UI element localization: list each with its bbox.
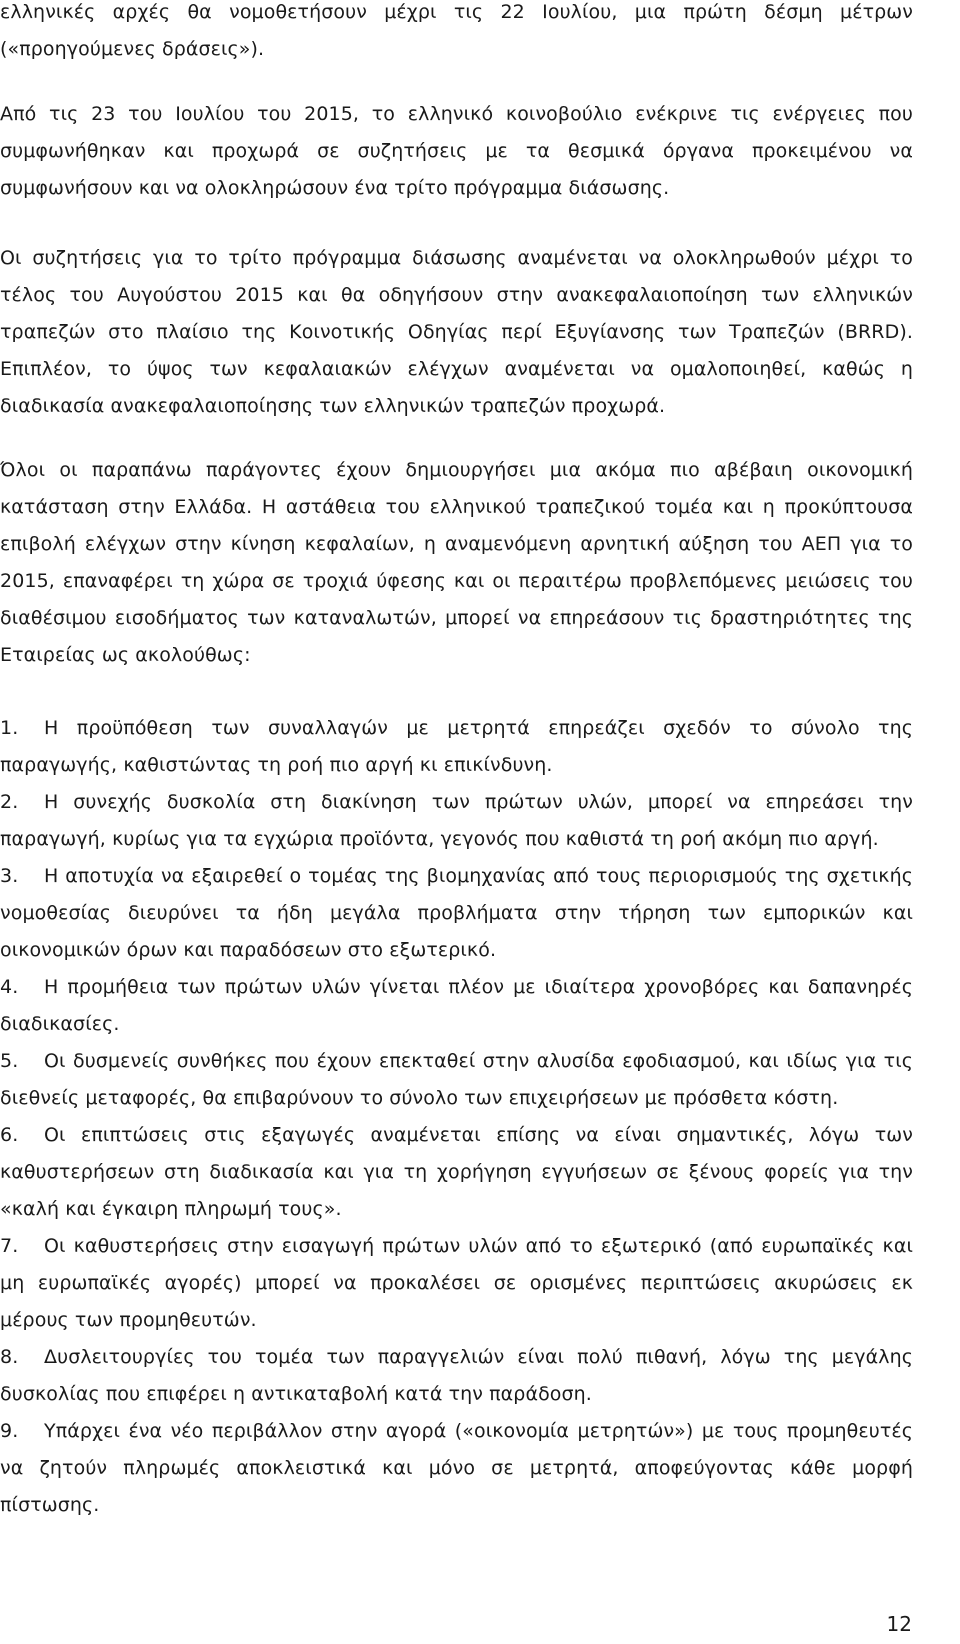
list-item (0, 1413, 913, 1524)
list-item (0, 1117, 913, 1228)
list-item-number: 2. (0, 791, 19, 813)
intro-continuation-paragraph: ελληνικές αρχές θα νομοθετήσουν μέχρι τις 22 Ιουλίου, μια πρώτη δέσμη μέτρων («προηγούμενες δράσεις»). (0, 1, 913, 60)
parliament-approval-paragraph: Από τις 23 του Ιουλίου του 2015, το ελληνικό κοινοβούλιο ενέκρινε τις ενέργειες που συμφωνήθηκαν και προχωρά σε συζητήσεις με τα θεσμικά όργανα προκειμένου να συμφωνήσουν και να ολοκληρώσουν ένα τρίτο πρόγραμμα διάσωσης. (0, 103, 913, 199)
list-item-text: Η αποτυχία να εξαιρεθεί ο τομέας της βιομηχανίας από τους περιορισμούς της σχετικής νομοθεσίας διευρύνει τα ήδη μεγάλα προβλήματα στην τήρηση των εμπορικών και οικονομικών όρων και παραδόσεων στο εξωτερικό. (0, 865, 913, 961)
list-item-text: Δυσλειτουργίες του τομέα των παραγγελιών είναι πολύ πιθανή, λόγω της μεγάλης δυσκολίας που επιφέρει η αντικαταβολή κατά την παράδοση. (0, 1346, 913, 1405)
list-item-text: Οι επιπτώσεις στις εξαγωγές αναμένεται επίσης να είναι σημαντικές, λόγω των καθυστερήσεων στη διαδικασία και για τη χορήγηση εγγυήσεων σε ξένους φορείς για την «καλή και έγκαιρη πληρωμή τους». (0, 1124, 913, 1220)
list-item-text: Η συνεχής δυσκολία στη διακίνηση των πρώτων υλών, μπορεί να επηρεάσει την παραγωγή, κυρίως για τα εγχώρια προϊόντα, γεγονός που καθιστά τη ροή ακόμη πιο αργή. (0, 791, 913, 850)
list-item-number: 1. (0, 717, 19, 739)
list-item (0, 784, 913, 858)
list-item-text: Υπάρχει ένα νέο περιβάλλον στην αγορά («οικονομία μετρητών») με τους προμηθευτές να ζητούν πληρωμές αποκλειστικά και μόνο σε μετρητά, αποφεύγοντας κάθε μορφή πίστωσης. (0, 1420, 913, 1516)
list-item-number: 8. (0, 1346, 19, 1368)
list-item-text: Οι δυσμενείς συνθήκες που έχουν επεκταθεί στην αλυσίδα εφοδιασμού, και ιδίως για τις διεθνείς μεταφορές, θα επιβαρύνουν το σύνολο των επιχειρήσεων με πρόσθετα κόστη. (0, 1050, 913, 1109)
list-item (0, 858, 913, 969)
list-item (0, 1228, 913, 1339)
bailout-discussions-paragraph: Οι συζητήσεις για το τρίτο πρόγραμμα διάσωσης αναμένεται να ολοκληρωθούν μέχρι το τέλος του Αυγούστου 2015 και θα οδηγήσουν στην ανακεφαλαιοποίηση των ελληνικών τραπεζών στο πλαίσιο της Κοινοτικής Οδηγίας περί Εξυγίανσης των Τραπεζών (BRRD). Επιπλέον, το ύψος των κεφαλαιακών ελέγχων αναμένεται να ομαλοποιηθεί, καθώς η διαδικασία ανακεφαλαιοποίησης των ελληνικών τραπεζών προχωρά. (0, 247, 913, 417)
list-item (0, 710, 913, 784)
list-item-text: Η προμήθεια των πρώτων υλών γίνεται πλέον με ιδιαίτερα χρονοβόρες και δαπανηρές διαδικασίες. (0, 976, 913, 1035)
list-item-text: Η προϋπόθεση των συναλλαγών με μετρητά επηρεάζει σχεδόν το σύνολο της παραγωγής, καθιστώντας τη ροή πιο αργή κι επικίνδυνη. (0, 717, 913, 776)
list-item-text: Οι καθυστερήσεις στην εισαγωγή πρώτων υλών από το εξωτερικό (από ευρωπαϊκές και μη ευρωπαϊκές αγορές) μπορεί να προκαλέσει σε ορισμένες περιπτώσεις ακυρώσεις εκ μέρους των προμηθευτών. (0, 1235, 913, 1331)
list-item (0, 1043, 913, 1117)
list-item (0, 1339, 913, 1413)
page-number: 12 (886, 1612, 912, 1636)
list-item-number: 3. (0, 865, 19, 887)
list-item-number: 4. (0, 976, 19, 998)
list-item-number: 9. (0, 1420, 19, 1442)
impact-list (0, 710, 913, 1524)
list-item-number: 5. (0, 1050, 19, 1072)
list-item-number: 6. (0, 1124, 19, 1146)
economic-uncertainty-paragraph: Όλοι οι παραπάνω παράγοντες έχουν δημιουργήσει μια ακόμα πιο αβέβαιη οικονομική κατάσταση στην Ελλάδα. Η αστάθεια του ελληνικού τραπεζικού τομέα και η προκύπτουσα επιβολή ελέγχων στην κίνηση κεφαλαίων, η αναμενόμενη αρνητική αύξηση του ΑΕΠ για το 2015, επαναφέρει τη χώρα σε τροχιά ύφεσης και οι περαιτέρω προβλεπόμενες μειώσεις του διαθέσιμου εισοδήματος των καταναλωτών, μπορεί να επηρεάσουν τις δραστηριότητες της Εταιρείας ως ακολούθως: (0, 459, 913, 666)
list-item-number: 7. (0, 1235, 19, 1257)
list-item (0, 969, 913, 1043)
